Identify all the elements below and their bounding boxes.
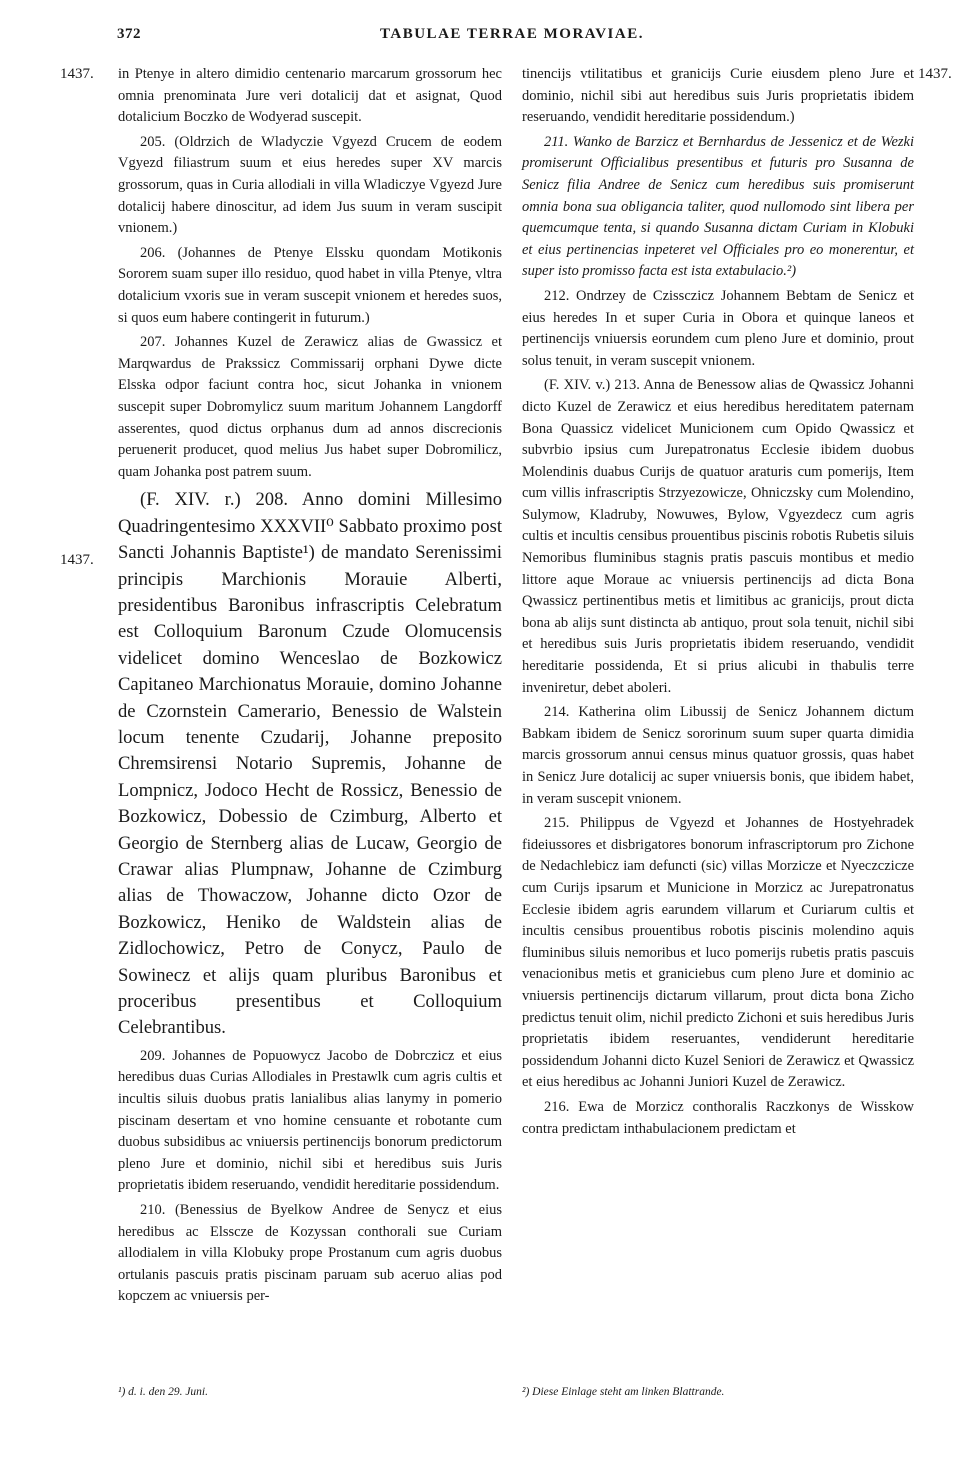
entry-210-continuation: tinencijs vtilitatibus et granicijs Curie eiusdem pleno Jure et dominio, nichil sibi aut heredibus suis Juris proprietatis ibidem reseruando, vendidit hereditarie possidendum.): [522, 66, 914, 126]
entry-205: 205. (Oldrzich de Wladyczie Vgyezd Crucem de eodem Vgyezd filiastrum suum et eius heredes super XV marcis grossorum, quas in Curia allodiali in villa Wladiczye Vgyezd Jure dotalicij habere dinoscitur, ad idem Jus suum in veram suscipit vnionem.): [118, 133, 502, 237]
entry-212: 212. Ondrzey de Czissczicz Johannem Bebtam de Senicz et eius heredes In et super Curia in Obora et quinque laneos et pertinencijs vniuersis eorundem cum pleno Jure et dominio, prout solus tenuit, in veram suscepit vnionem.: [522, 287, 914, 369]
running-title: TABULAE TERRAE MORAVIAE.: [380, 26, 644, 42]
left-column: [118, 64, 502, 1311]
margin-year-left: 1437.: [60, 66, 94, 82]
entry-214: 214. Katherina olim Libussij de Senicz Johannem dictum Babkam ibidem de Senicz sororinum suum super quarta dimidia marcis grossorum annui census minus quatuor grossis, quas habet in Senicz Jure dotalicij ac super vniuersis bonis, que ibidem habet, in veram suscepit vnionem.: [522, 704, 914, 807]
entry-215: 215. Philippus de Vgyezd et Johannes de Hostyehradek fideiussores et disbrigatores bonorum infrascriptorum pro Zichone de Nedachlebicz iam defuncti (sic) villas Morzicze et Nyeczczicze cum Curijs ipsarum et Municione in Morzicz ac Jurepatronatus Ecclesie ibidem agris earundem villarum et Curiarum cultis et incultis censibus prouentibus robotis piscinis molendino aquis fluminibus siluis nemoribus et luco pomerijs rubetis pratis pascuis venacionibus metis et graniciebus cum pleno Jure et dominio ac vniuersis pertinencijs dictarum villarum, prout dicta bona Zicho predictus tenuit olim, nichil predicto Zichoni et suis heredibus Juris proprietatis ibidem reseruantes, vendiderunt hereditarie possidendum Johanni dicto Kuzel Seniori de Zerawicz et Qwassicz et eius heredibus ac Johanni Juniori Kuzel de Zerawicz.: [522, 815, 914, 1091]
entry-210: 210. (Benessius de Byelkow Andree de Senycz et eius heredibus ac Elssczе de Kozyssan conthorali sue Curiam allodialem in villa Klobuky prope Prostanum cum agris duobus ortulanis pascuis pratis piscinam paruam sub aceruo alias pod kopczem ac vniuersis per-: [118, 1201, 502, 1305]
entry-213: (F. XIV. v.) 213. Anna de Benessow alias de Qwassicz Johanni dicto Kuzel de Zerawicz et eius heredibus hereditatem paternam Bona Quassicz videlicet Municionem cum Opido Qwassicz et subvrbio ipsius cum Jurepatronatus Ecclesie ibidem duobus Molendinis duabus Curijs de quatuor araturis cum pomerijs, Item cum villis infrascriptis Strzyezowicze, Ohniczsky cum Molendino, Sulymow, Kladruby, Nowuwes, Bylow, Vgyezdecz cum agris cultis et incultis censibus prouentibus piscinis robotis Rubetis siluis Nemoribus fluminibus stagnis pratis pascuis montibus et medio littore aque Morauе ac vniuersis pertinencijs ad dicta Bona Qwassicz pertinentibus metis et limitibus ac granicijs, prout dicta bona ab alijs sunt distincta ab antiquo, prout sola tenuit, nichil sibi et heredibus suis Juris proprietatis ibidem reseruando, vendidit hereditarie possidenda, Et si prius alicubi in thabulis terre inveniretur, debet aboleri.: [522, 377, 914, 696]
entry-207: 207. Johannes Kuzel de Zerawicz alias de Gwassicz et Marqwardus de Prakssicz Commissarij orphani Dywe dicte Elsska odpor faciunt contra hoc, sicut Johanka in vnionem suscepit super Dobromylicz suum maritum Johannem Langdorff asserentes, quod dictus orphanus dum ad annos discrecionis peruenerit producet, quod melius Jus habet super Dobromilicz, quam Johanka post patrem suum.: [118, 334, 502, 480]
entry-208: (F. XIV. r.) 208. Anno domini Millesimo Quadringentesimo XXXVII⁰ Sabbato proximo post Sancti Johannis Baptiste¹) de mandato Serenissimi principis Marchionis Morauie Alberti, presidentibus Baronibus infrascriptis Celebratum est Colloquium Baronum Czude Olomucensis videlicet domino Wenceslao de Bozkowicz Capitaneo Marchionatus Morauie, domino Johanne de Czornstein Camerario, Benessio de Walstein locum tenente Czudarij, Johanne preposito Chremsirensi Notario Supremis, Johanne de Lompnicz, Jodoco Hecht de Rossicz, Benessio de Bozkowicz, Dobessio de Czimburg, Alberto et Georgio de Sternberg alias de Lucaw, Georgio de Crawar alias Plumpnaw, Johanne de Czimburg alias de Thowaczow, Johanne dicto Ozor de Bozkowicz, Heniko de Waldstein alias de Zidlochowicz, Petro de Conycz, Paulo de Sowinecz et alijs quam pluribus Baronibus et proceribus presentibus et Colloquium Celebrantibus.: [118, 489, 502, 1039]
entry-continuation: in Ptenye in altero dimidio centenario marcarum grossorum hec omnia prenominata Jure veri dotalicij dat et asignat, Quod dotalicium Boczko de Wodyerad suscepit.: [118, 66, 502, 126]
entry-209: 209. Johannes de Popuowycz Jacobo de Dobrczicz et eius heredibus duas Curias Allodiales in Prestawlk cum agris cultis et incultis siluis duobus pratis lanialibus alias lanymy in pomerio piscinam desertam et vno homine censuante et robotante cum duobus subsidibus ac vniuersis pertinencijs bonorum predictorum pleno Jure et dominio, nichil sibi et heredibus suis Juris proprietatis ibidem reseruando, vendidit hereditarie possidendum.: [118, 1047, 502, 1194]
margin-year-right: 1437.: [918, 66, 952, 82]
entry-206: 206. (Johannes de Ptenye Elssku quondam Motikonis Sororem suam super illo residuo, quod habet in villa Ptenye, vltra dotalicium vxoris sue in veram suscepit vnionem et heredes suos, si quos eum habere contingerit in futurum.): [118, 244, 502, 326]
page-header: [0, 26, 960, 50]
entry-216: 216. Ewa de Morzicz conthoralis Raczkonys de Wisskow contra predictam inthabulacionem predictam et: [522, 1098, 914, 1137]
footnote-1: ¹) d. i. den 29. Juni.: [118, 1386, 209, 1398]
footnote-2: ²) Diese Einlage steht am linken Blattrande.: [522, 1386, 725, 1398]
page-number: 372: [117, 26, 141, 42]
entry-211: 211. Wanko de Barzicz et Bernhardus de Jessenicz et de Wezki promiserunt Officialibus presentibus et futuris pro Susanna de Senicz filia Andree de Senicz cum heredibus suis promiserunt omnia bona sua obligancia taliter, quod nullomodo sint libera per quemcumque tenta, si quando Susanna dictam Curiam in Klobuki et eius pertinencias inpeteret vel Officiales pro eo monerentur, et super isto promisso facta est ista extabulacio.²): [522, 133, 914, 280]
right-column: [522, 64, 914, 1143]
margin-year-left-mid: 1437.: [60, 552, 94, 568]
